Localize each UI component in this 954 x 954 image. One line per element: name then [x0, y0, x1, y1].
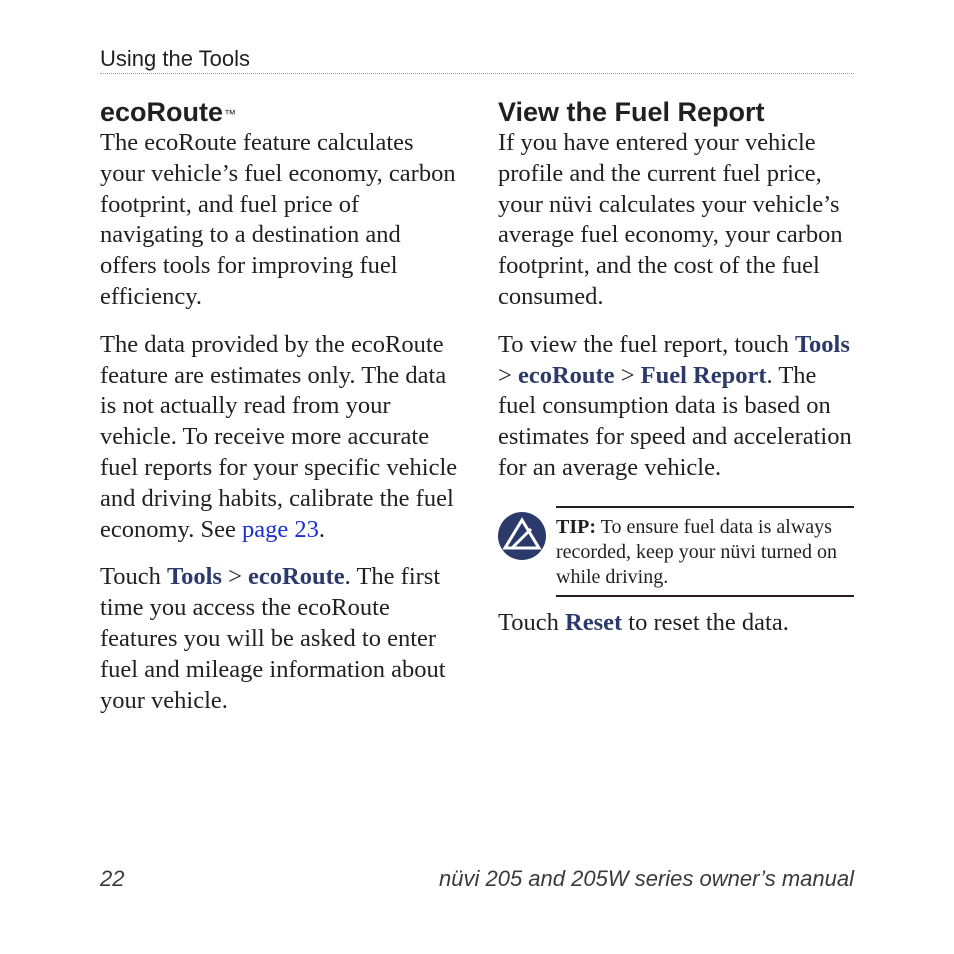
- page-23-link[interactable]: page 23: [241, 515, 319, 543]
- fuel-report-touch-paragraph: [498, 330, 858, 484]
- header-divider: [100, 73, 854, 74]
- ecoroute-touch-paragraph: [100, 562, 460, 716]
- paragraph-text: The data provided by the ecoRoute feature are estimates only. The data is not actually read from your vehicle. To receive more accurate fuel reports for your specific vehicle and driving habits, calibrate the fuel economy. See: [100, 330, 458, 543]
- reset-paragraph: [498, 608, 858, 639]
- section-title-fuel-report: View the Fuel Report: [498, 97, 765, 127]
- separator: >: [498, 361, 518, 389]
- fuel-report-command: Fuel Report: [640, 361, 767, 389]
- ecoroute-data-paragraph: [100, 330, 460, 546]
- trademark-symbol: ™: [224, 107, 237, 121]
- tip-callout: [498, 506, 854, 597]
- tip-label: TIP:: [556, 515, 596, 538]
- tools-command: Tools: [794, 330, 850, 358]
- left-column: [100, 96, 460, 716]
- ecoroute-command: ecoRoute: [248, 563, 345, 591]
- page-number: 22: [100, 866, 125, 891]
- tip-text: [556, 515, 854, 590]
- right-column: [498, 96, 858, 639]
- garmin-delta-icon: [498, 512, 546, 560]
- paragraph-text: . The fuel consumption data is based on estimates for speed and acceleration for an average vehicle.: [498, 361, 852, 481]
- paragraph-text: To view the fuel report, touch: [498, 330, 795, 358]
- manual-title: nüvi 205 and 205W series owner’s manual: [439, 866, 854, 891]
- paragraph-text: . The first time you access the ecoRoute features you will be asked to enter fuel and mileage information about your vehicle.: [100, 563, 446, 714]
- fuel-report-intro-paragraph: If you have entered your vehicle profile and the current fuel price, your nüvi calculates your vehicle’s average fuel economy, your carbon footprint, and the cost of the fuel consumed.: [498, 129, 843, 310]
- paragraph-text: to reset the data.: [622, 608, 789, 636]
- paragraph-text: .: [318, 515, 325, 543]
- tools-command: Tools: [167, 563, 222, 591]
- tip-box: [556, 506, 854, 597]
- tip-body: To ensure fuel data is always recorded, keep your nüvi turned on while driving.: [556, 515, 838, 588]
- ecoroute-command: ecoRoute: [517, 361, 615, 389]
- separator: >: [614, 361, 641, 389]
- separator: >: [221, 563, 249, 591]
- running-header: Using the Tools: [100, 46, 251, 71]
- ecoroute-intro-paragraph: The ecoRoute feature calculates your vehicle’s fuel economy, carbon footprint, and fuel price of navigating to a destination and offers tools for improving fuel efficiency.: [100, 129, 456, 310]
- paragraph-text: Touch: [498, 608, 566, 636]
- section-title-ecoroute: [100, 96, 460, 128]
- reset-command: Reset: [565, 608, 623, 636]
- title-text: ecoRoute: [100, 97, 224, 127]
- paragraph-text: Touch: [100, 563, 168, 591]
